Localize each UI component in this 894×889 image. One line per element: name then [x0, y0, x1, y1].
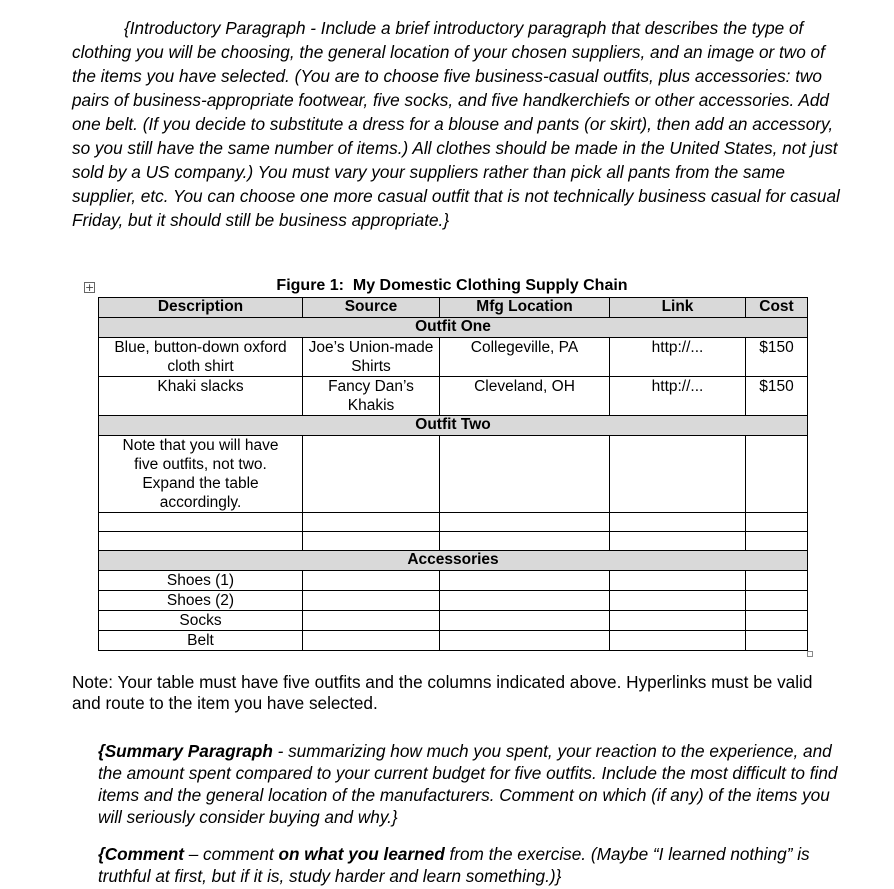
- table-move-handle-icon[interactable]: +: [85, 281, 95, 294]
- cell-description: Belt: [99, 631, 303, 651]
- cell-link[interactable]: http://...: [610, 338, 746, 377]
- cell-empty: [746, 591, 808, 611]
- cell-empty: [746, 513, 808, 532]
- cell-empty: [303, 631, 440, 651]
- cell-empty: [746, 631, 808, 651]
- cell-link[interactable]: http://...: [610, 377, 746, 416]
- cell-description: Khaki slacks: [99, 377, 303, 416]
- cell-description-note: [99, 436, 303, 513]
- table-row: [99, 591, 808, 611]
- cell-empty: [746, 611, 808, 631]
- comment-text-a: – comment: [183, 844, 279, 864]
- cell-empty: [99, 513, 303, 532]
- figure-caption: Figure 1: My Domestic Clothing Supply Chain: [276, 277, 628, 294]
- cell-description: Shoes (1): [99, 571, 303, 591]
- section-label: Accessories: [99, 551, 808, 571]
- cell-source: Joe’s Union-made Shirts: [303, 338, 440, 377]
- comment-paragraph: [98, 843, 848, 887]
- section-row-outfit-one: [99, 318, 808, 338]
- intro-text: {Introductory Paragraph - Include a brief introductory paragraph that describes the type of clothing you will be choosing, the general location of your chosen suppliers, and an image or two of the items you have selected. (You are to choose five business-casual outfits, plus accessories: two pairs of business-appropriate footwear, five socks, and five handkerchiefs or other accessories. Add one belt. (If you decide to substitute a dress for a blouse and pants (or skirt), then add an accessory, so you still have the same number of items.) All clothes should be made in the United States, not just sold by a US company.) You must vary your suppliers rather than pick all pants from the same supplier, etc. You can choose one more casual outfit that is not technically business casual for casual Friday, but it should still be business appropriate.}: [72, 18, 840, 230]
- cell-empty: [303, 611, 440, 631]
- section-row-outfit-two: [99, 416, 808, 436]
- cell-description: Blue, button-down oxford cloth shirt: [99, 338, 303, 377]
- cell-source: Fancy Dan’s Khakis: [303, 377, 440, 416]
- section-label: Outfit Two: [99, 416, 808, 436]
- header-mfg-location: Mfg Location: [440, 298, 610, 318]
- cell-empty: [303, 436, 440, 513]
- table-row: [99, 513, 808, 532]
- cell-empty: [610, 571, 746, 591]
- cell-empty: [746, 571, 808, 591]
- cell-empty: [610, 631, 746, 651]
- table-note: Note: Your table must have five outfits and the columns indicated above. Hyperlinks must be valid and route to the item you have selected.: [72, 672, 813, 713]
- cell-empty: [610, 611, 746, 631]
- header-cost: Cost: [746, 298, 808, 318]
- table-row: [99, 571, 808, 591]
- table-resize-handle-icon[interactable]: [807, 651, 813, 657]
- header-source: Source: [303, 298, 440, 318]
- cell-empty: [440, 571, 610, 591]
- summary-label: {Summary Paragraph: [98, 741, 273, 761]
- cell-empty: [303, 571, 440, 591]
- cell-empty: [440, 436, 610, 513]
- cell-cost: $150: [746, 338, 808, 377]
- cell-empty: [746, 532, 808, 551]
- intro-paragraph: [72, 16, 842, 232]
- table-row: [99, 611, 808, 631]
- cell-empty: [440, 532, 610, 551]
- cell-empty: [440, 591, 610, 611]
- cell-empty: [746, 436, 808, 513]
- cell-empty: [610, 532, 746, 551]
- cell-empty: [303, 513, 440, 532]
- summary-text: - summarizing how much you spent, your reaction to the experience, and the amount spent compared to your current budget for five outfits. Include the most difficult to find items and the general location of the manufacturers. Comment on which (if any) of the items you will seriously consider buying and why.}: [98, 741, 838, 827]
- cell-description: Shoes (2): [99, 591, 303, 611]
- cell-empty: [610, 436, 746, 513]
- cell-empty: [610, 513, 746, 532]
- table-row: [99, 532, 808, 551]
- table-row: [99, 377, 808, 416]
- header-description: Description: [99, 298, 303, 318]
- cell-empty: [99, 532, 303, 551]
- cell-empty: [610, 591, 746, 611]
- cell-empty: [303, 532, 440, 551]
- supply-chain-table: [98, 297, 808, 651]
- cell-empty: [440, 611, 610, 631]
- cell-mfg-location: Cleveland, OH: [440, 377, 610, 416]
- table-row: [99, 338, 808, 377]
- cell-cost: $150: [746, 377, 808, 416]
- section-label: Outfit One: [99, 318, 808, 338]
- table-row: [99, 631, 808, 651]
- cell-empty: [440, 513, 610, 532]
- comment-text-b: from the exercise. (Maybe “I learned nothing” is truthful at first, but if it is, study harder and learn something.)}: [98, 844, 810, 886]
- section-row-accessories: [99, 551, 808, 571]
- cell-empty: [440, 631, 610, 651]
- comment-label: {Comment: [98, 844, 184, 864]
- cell-mfg-location: Collegeville, PA: [440, 338, 610, 377]
- cell-empty: [303, 591, 440, 611]
- summary-paragraph: [98, 740, 848, 828]
- comment-emphasis: on what you learned: [278, 844, 445, 864]
- table-header-row: [99, 298, 808, 318]
- cell-description: Socks: [99, 611, 303, 631]
- header-link: Link: [610, 298, 746, 318]
- table-row: [99, 436, 808, 513]
- outfit-two-note: Note that you will have five outfits, not two. Expand the table accordingly.: [122, 437, 279, 511]
